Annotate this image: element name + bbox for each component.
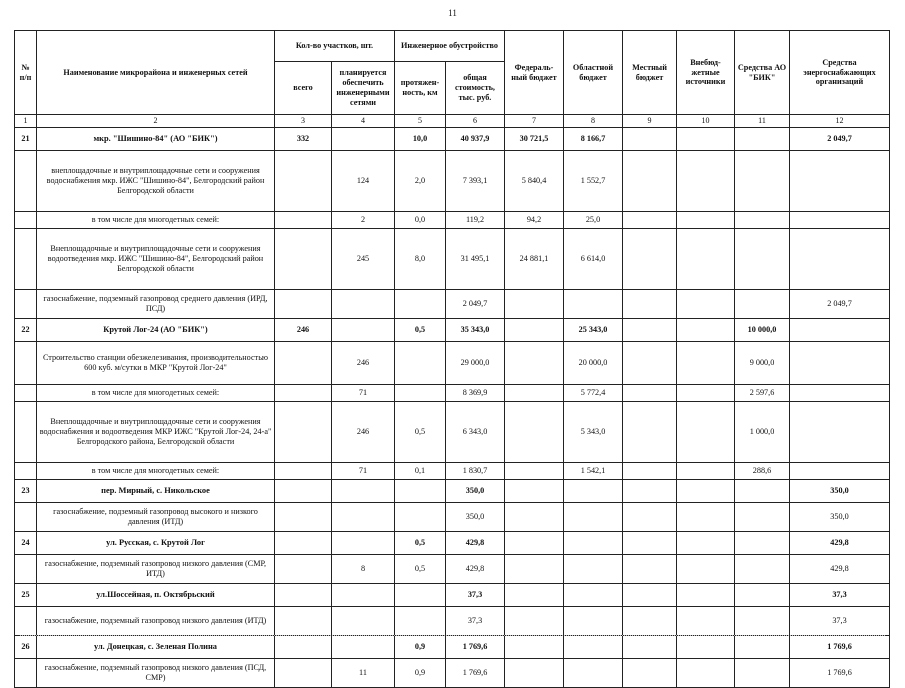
cell-len: 2,0 [395,150,446,211]
cell-name: Крутой Лог-24 (АО "БИК") [37,318,275,341]
cell-planned: 2 [332,211,395,228]
cell-planned: 8 [332,554,395,583]
cell-cost: 29 000,0 [446,341,505,384]
cell-total [275,635,332,658]
cell-planned [332,502,395,531]
cell-cost: 6 343,0 [446,401,505,462]
cell-reg [564,479,623,502]
cell-fed: 5 840,4 [505,150,564,211]
cell-planned: 11 [332,658,395,687]
page-number: 11 [448,8,457,18]
table-row [15,211,890,228]
cell-off [677,462,735,479]
cell-reg [564,658,623,687]
cell-off [677,127,735,150]
cell-name: ул. Донецкая, с. Зеленая Полина [37,635,275,658]
cell-len [395,289,446,318]
table-row [15,289,890,318]
cell-n [15,211,37,228]
col-number: 7 [505,115,564,128]
cell-off [677,384,735,401]
header-length: протяжен-ность, км [395,62,446,115]
cell-en: 429,8 [790,554,890,583]
cell-en: 2 049,7 [790,289,890,318]
cell-name: Внеплощадочные и внутриплощадочные сети и сооружения водоотведения мкр. ИЖС "Шишино-84", Белгородский район Белгородской области [37,228,275,289]
header-name: Наименование микрорайона и инженерных сетей [37,31,275,115]
cell-name: газоснабжение, подземный газопровод низкого давления (ПСД, СМР) [37,658,275,687]
cell-off [677,479,735,502]
header-bik: Средства АО "БИК" [735,31,790,115]
cell-reg [564,583,623,606]
cell-fed [505,479,564,502]
cell-en: 1 769,6 [790,635,890,658]
cell-bik [735,289,790,318]
cell-n [15,289,37,318]
cell-n [15,554,37,583]
cell-off [677,211,735,228]
cell-reg: 6 614,0 [564,228,623,289]
cell-len [395,502,446,531]
cell-off [677,583,735,606]
cell-off [677,150,735,211]
cell-loc [623,401,677,462]
cell-cost: 2 049,7 [446,289,505,318]
cell-reg: 5 343,0 [564,401,623,462]
cell-off [677,502,735,531]
cell-len: 8,0 [395,228,446,289]
cell-en: 350,0 [790,479,890,502]
group-row [15,635,890,658]
cell-total [275,554,332,583]
cell-total [275,583,332,606]
table-row [15,658,890,687]
group-row [15,318,890,341]
cell-name: в том числе для многодетных семей: [37,462,275,479]
col-number: 4 [332,115,395,128]
cell-en: 2 049,7 [790,127,890,150]
cell-total [275,531,332,554]
financing-table [14,30,890,688]
cell-en [790,384,890,401]
col-number: 9 [623,115,677,128]
cell-bik [735,554,790,583]
cell-planned [332,127,395,150]
cell-planned [332,635,395,658]
cell-n: 23 [15,479,37,502]
cell-n [15,341,37,384]
cell-bik [735,127,790,150]
cell-planned [332,289,395,318]
header-regional: Областной бюджет [564,31,623,115]
scan-artifact-line [20,629,885,636]
cell-cost: 119,2 [446,211,505,228]
cell-planned: 246 [332,401,395,462]
cell-name: в том числе для многодетных семей: [37,211,275,228]
col-number: 6 [446,115,505,128]
cell-len: 0,5 [395,318,446,341]
cell-fed [505,462,564,479]
cell-loc [623,289,677,318]
cell-n [15,658,37,687]
cell-name: газоснабжение, подземный газопровод среднего давления (ИРД, ПСД) [37,289,275,318]
cell-en: 37,3 [790,583,890,606]
cell-name: Строительство станции обезжелезивания, производительностью 600 куб. м/сутки в МКР "Крутой Лог-24" [37,341,275,384]
cell-planned [332,583,395,606]
cell-loc [623,462,677,479]
cell-name: внеплощадочные и внутриплощадочные сети и сооружения водоснабжения мкр. ИЖС "Шишино-84", Белгородский район Белгородской области [37,150,275,211]
cell-cost: 429,8 [446,531,505,554]
cell-name: газоснабжение, подземный газопровод низкого давления (СМР, ИТД) [37,554,275,583]
cell-cost: 8 369,9 [446,384,505,401]
cell-n [15,502,37,531]
cell-reg: 1 552,7 [564,150,623,211]
cell-fed [505,554,564,583]
header-offbudget: Внебюд-жетные источники [677,31,735,115]
cell-loc [623,150,677,211]
cell-cost: 1 769,6 [446,658,505,687]
cell-fed: 30 721,5 [505,127,564,150]
cell-n: 25 [15,583,37,606]
cell-fed [505,531,564,554]
cell-total [275,211,332,228]
cell-len [395,479,446,502]
header-federal: Федераль-ный бюджет [505,31,564,115]
cell-bik [735,583,790,606]
header-engineering-group: Инженерное обустройство [395,31,505,62]
cell-fed [505,401,564,462]
cell-n: 26 [15,635,37,658]
cell-reg: 8 166,7 [564,127,623,150]
cell-loc [623,341,677,384]
col-number: 2 [37,115,275,128]
cell-name: газоснабжение, подземный газопровод низкого давления (ИТД) [37,606,275,635]
cell-bik [735,228,790,289]
cell-en: 37,3 [790,606,890,635]
cell-total [275,384,332,401]
cell-fed [505,384,564,401]
group-row [15,583,890,606]
header-energy: Средства энергоснабжающих организаций [790,31,890,115]
cell-total: 332 [275,127,332,150]
cell-planned [332,479,395,502]
cell-en [790,150,890,211]
col-number: 12 [790,115,890,128]
cell-bik: 2 597,6 [735,384,790,401]
cell-fed [505,583,564,606]
cell-name: в том числе для многодетных семей: [37,384,275,401]
cell-reg [564,502,623,531]
cell-off [677,554,735,583]
header-num: № п/п [15,31,37,115]
cell-len: 10,0 [395,127,446,150]
cell-n [15,384,37,401]
cell-len: 0,9 [395,658,446,687]
cell-off [677,318,735,341]
cell-n [15,401,37,462]
cell-loc [623,228,677,289]
cell-cost: 7 393,1 [446,150,505,211]
cell-en: 350,0 [790,502,890,531]
cell-off [677,401,735,462]
cell-len: 0,0 [395,211,446,228]
cell-fed [505,502,564,531]
table-row [15,341,890,384]
cell-n [15,228,37,289]
cell-name: ул. Русская, с. Крутой Лог [37,531,275,554]
cell-total [275,150,332,211]
cell-total [275,462,332,479]
col-number: 8 [564,115,623,128]
cell-total [275,228,332,289]
cell-loc [623,554,677,583]
col-number: 5 [395,115,446,128]
cell-bik [735,479,790,502]
cell-total [275,502,332,531]
cell-reg: 25 343,0 [564,318,623,341]
header-local: Местный бюджет [623,31,677,115]
cell-bik [735,150,790,211]
cell-off [677,228,735,289]
cell-fed [505,289,564,318]
cell-loc [623,502,677,531]
cell-reg [564,531,623,554]
cell-en: 1 769,6 [790,658,890,687]
cell-en [790,318,890,341]
cell-reg: 1 542,1 [564,462,623,479]
cell-total [275,658,332,687]
cell-planned: 246 [332,341,395,384]
cell-bik [735,658,790,687]
cell-total [275,341,332,384]
cell-planned: 71 [332,462,395,479]
cell-loc [623,211,677,228]
cell-cost: 37,3 [446,606,505,635]
table-body [15,127,890,687]
header-cost: общая стоимость, тыс. руб. [446,62,505,115]
header-plots-planned: планируется обеспечить инженерными сетями [332,62,395,115]
cell-bik [735,531,790,554]
cell-off [677,289,735,318]
group-row [15,531,890,554]
cell-loc [623,658,677,687]
cell-reg [564,554,623,583]
cell-en [790,401,890,462]
cell-name: Внеплощадочные и внутриплощадочные сети и сооружения водоснабжения и водоотведения МКР ИЖС "Крутой Лог-24, 24-а" Белгородского района, Белгородской области [37,401,275,462]
table-row [15,150,890,211]
cell-cost: 1 769,6 [446,635,505,658]
cell-loc [623,635,677,658]
col-number: 10 [677,115,735,128]
cell-cost: 31 495,1 [446,228,505,289]
cell-planned [332,318,395,341]
cell-reg: 25,0 [564,211,623,228]
cell-len [395,384,446,401]
group-row [15,479,890,502]
cell-fed: 94,2 [505,211,564,228]
cell-en [790,462,890,479]
cell-en [790,341,890,384]
cell-bik [735,635,790,658]
cell-n: 24 [15,531,37,554]
cell-cost: 1 830,7 [446,462,505,479]
cell-len: 0,5 [395,531,446,554]
cell-reg: 20 000,0 [564,341,623,384]
cell-bik [735,211,790,228]
cell-planned [332,531,395,554]
cell-len: 0,5 [395,401,446,462]
group-row [15,127,890,150]
cell-name: ул.Шоссейная, п. Октябрьский [37,583,275,606]
table-row [15,462,890,479]
table-row [15,502,890,531]
cell-cost: 35 343,0 [446,318,505,341]
cell-planned: 124 [332,150,395,211]
column-number-row [15,115,890,128]
cell-en: 429,8 [790,531,890,554]
cell-fed [505,318,564,341]
cell-cost: 350,0 [446,479,505,502]
cell-cost: 429,8 [446,554,505,583]
cell-len: 0,5 [395,554,446,583]
cell-planned: 245 [332,228,395,289]
cell-off [677,658,735,687]
col-number: 1 [15,115,37,128]
cell-fed [505,341,564,384]
cell-off [677,341,735,384]
cell-bik: 10 000,0 [735,318,790,341]
cell-reg [564,635,623,658]
cell-reg [564,289,623,318]
header-plots-group: Кол-во участков, шт. [275,31,395,62]
cell-n [15,462,37,479]
header-row-1 [15,31,890,62]
cell-cost: 40 937,9 [446,127,505,150]
cell-len: 0,1 [395,462,446,479]
cell-len: 0,9 [395,635,446,658]
cell-bik [735,502,790,531]
table-row [15,554,890,583]
cell-planned: 71 [332,384,395,401]
cell-total: 246 [275,318,332,341]
cell-bik: 1 000,0 [735,401,790,462]
header-plots-total: всего [275,62,332,115]
table-row [15,401,890,462]
col-number: 11 [735,115,790,128]
table-row [15,384,890,401]
cell-en [790,211,890,228]
cell-fed: 24 881,1 [505,228,564,289]
cell-loc [623,384,677,401]
col-number: 3 [275,115,332,128]
cell-total [275,401,332,462]
cell-fed [505,635,564,658]
cell-fed [505,658,564,687]
cell-n [15,150,37,211]
cell-loc [623,127,677,150]
cell-n: 22 [15,318,37,341]
cell-loc [623,583,677,606]
cell-en [790,228,890,289]
cell-off [677,635,735,658]
cell-bik: 9 000,0 [735,341,790,384]
cell-loc [623,318,677,341]
cell-total [275,479,332,502]
cell-len [395,583,446,606]
cell-n: 21 [15,127,37,150]
cell-cost: 350,0 [446,502,505,531]
cell-bik: 288,6 [735,462,790,479]
cell-name: мкр. "Шишино-84" (АО "БИК") [37,127,275,150]
cell-loc [623,479,677,502]
cell-total [275,289,332,318]
cell-name: газоснабжение, подземный газопровод высокого и низкого давления (ИТД) [37,502,275,531]
cell-cost: 37,3 [446,583,505,606]
cell-loc [623,531,677,554]
table-row [15,228,890,289]
cell-len [395,341,446,384]
cell-name: пер. Мирный, с. Никольское [37,479,275,502]
cell-off [677,531,735,554]
cell-reg: 5 772,4 [564,384,623,401]
